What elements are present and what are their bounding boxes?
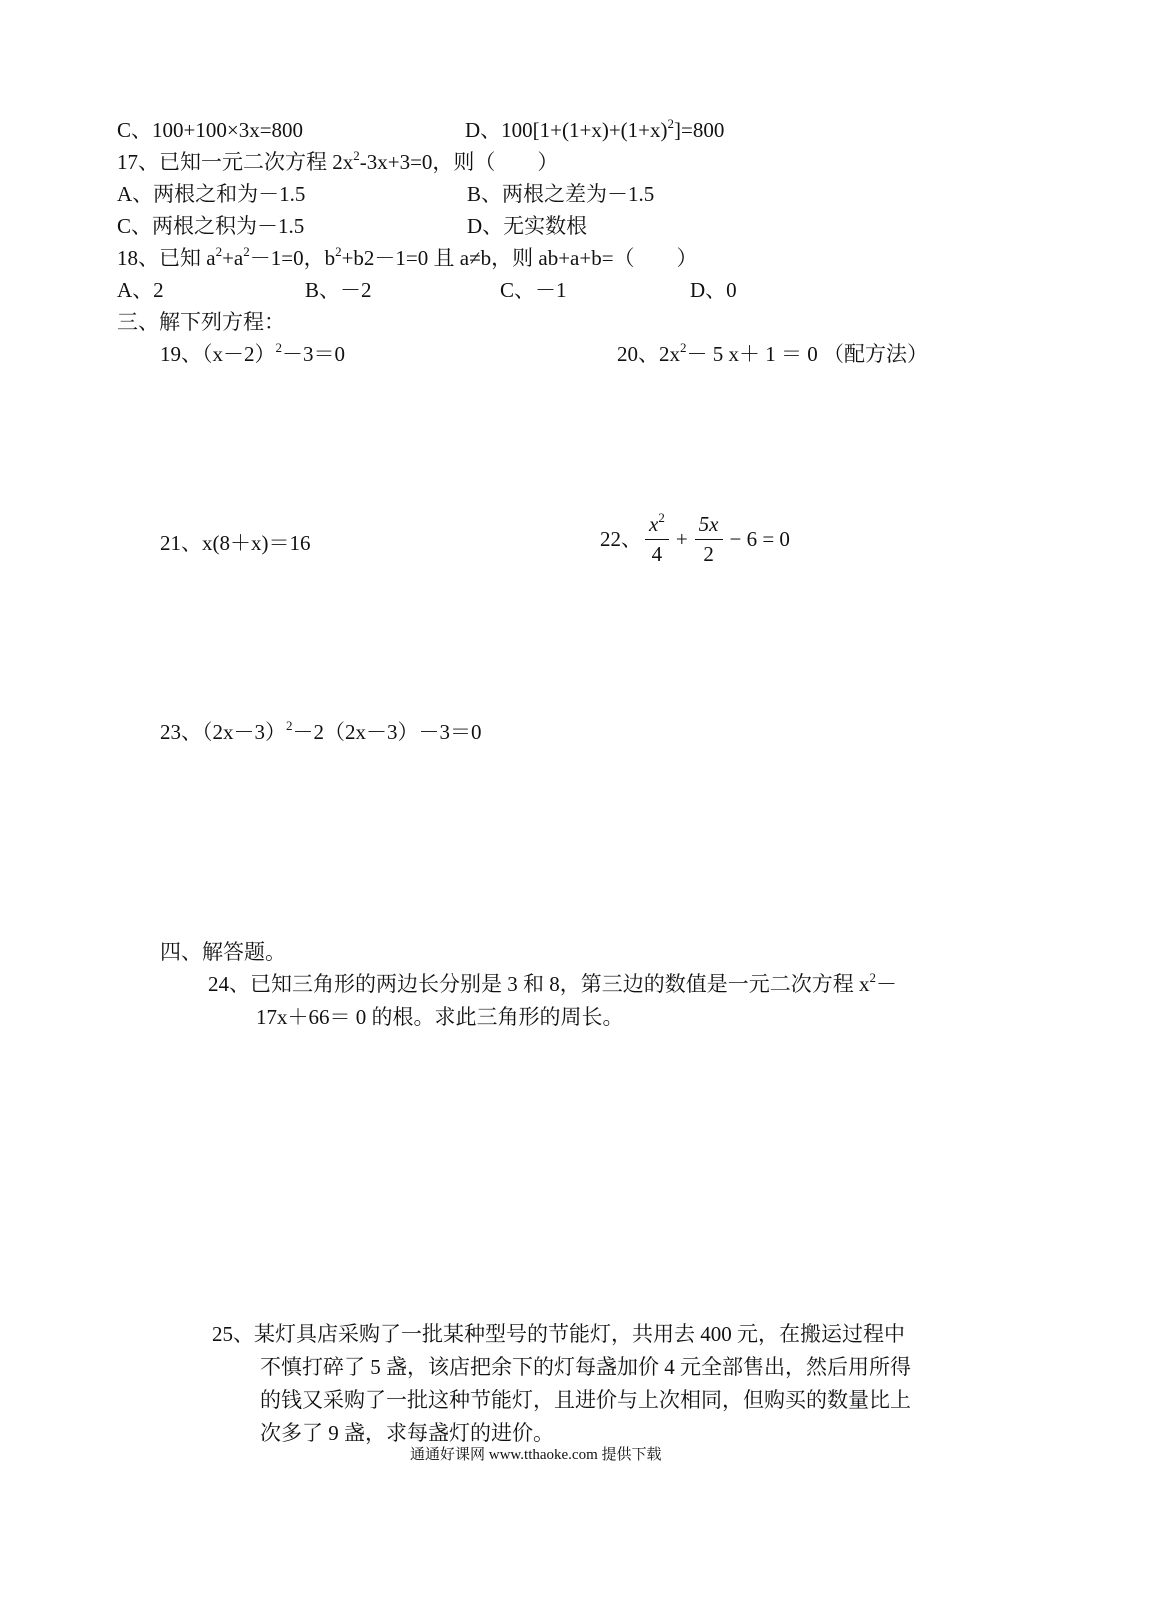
q17-option-b: B、两根之差为－1.5 xyxy=(467,182,655,206)
q20-equation: 20、$2x^2- 5$ x＋ 1 ＝ 0 （配方法） xyxy=(617,340,928,366)
q18-option-a: A、2 xyxy=(117,278,164,302)
q25-line-1: 25、某灯具店采购了一批某种型号的节能灯，共用去 400 元，在搬运过程中 xyxy=(212,1322,905,1346)
section-3-title: 三、解下列方程： xyxy=(117,310,285,334)
q22-equation xyxy=(600,512,790,567)
q18-option-d: D、0 xyxy=(690,278,737,302)
q16-option-c: C、100+100×3x=800 xyxy=(117,118,304,142)
q22-fraction-2: $\frac{5x}{2}$ xyxy=(695,512,723,567)
q22-plus: + xyxy=(675,527,688,552)
q25-line-4: 次多了 9 盏，求每盏灯的进价。 xyxy=(260,1421,554,1445)
q18-option-b: B、－2 xyxy=(305,278,372,302)
q18-stem: 18、已知 $a^2+a^2-1=0$，$b^2+b2-1=0$ 且 a≠b，则 ab+a+b=（ ） xyxy=(117,244,698,270)
q25-line-2: 不慎打碎了 5 盏，该店把余下的灯每盏加价 4 元全部售出，然后用所得 xyxy=(260,1355,911,1379)
page-footer: 通通好课网 www.tthaoke.com 提供下载 xyxy=(410,1447,662,1463)
q17-option-c: C、两根之积为－1.5 xyxy=(117,214,305,238)
q18-option-c: C、－1 xyxy=(500,278,567,302)
q22-label: 22、 xyxy=(600,527,642,552)
q23-equation: 23、$(2x-3)^2-2(2x-3)-3=0$ xyxy=(160,718,482,744)
q24-line-1: 24、已知三角形的两边长分别是 3 和 8，第三边的数值是一元二次方程 $x^2-$ xyxy=(208,970,897,996)
q17-stem: 17、已知一元二次方程 $2x^2-3x+3=0$，则（ ） xyxy=(117,148,559,174)
q22-fraction-1: $\frac{x^2}{4}$ xyxy=(645,512,669,567)
q24-line-2: 17x＋66＝ 0 的根。求此三角形的周长。 xyxy=(256,1005,624,1029)
section-4-title: 四、解答题。 xyxy=(160,940,286,964)
q16-option-d: D、$100[1+(1+x)+(1+x)^2]=800$ xyxy=(465,116,725,142)
q17-option-d: D、无实数根 xyxy=(467,214,588,238)
q19-equation: 19、$(x-2)^2-3=0$ xyxy=(160,340,345,366)
q21-equation: 21、x(8＋x)＝16 xyxy=(160,531,311,555)
q22-tail: − 6 = 0 xyxy=(729,527,790,552)
q17-option-a: A、两根之和为－1.5 xyxy=(117,182,306,206)
q25-line-3: 的钱又采购了一批这种节能灯，且进价与上次相同，但购买的数量比上 xyxy=(260,1388,911,1412)
